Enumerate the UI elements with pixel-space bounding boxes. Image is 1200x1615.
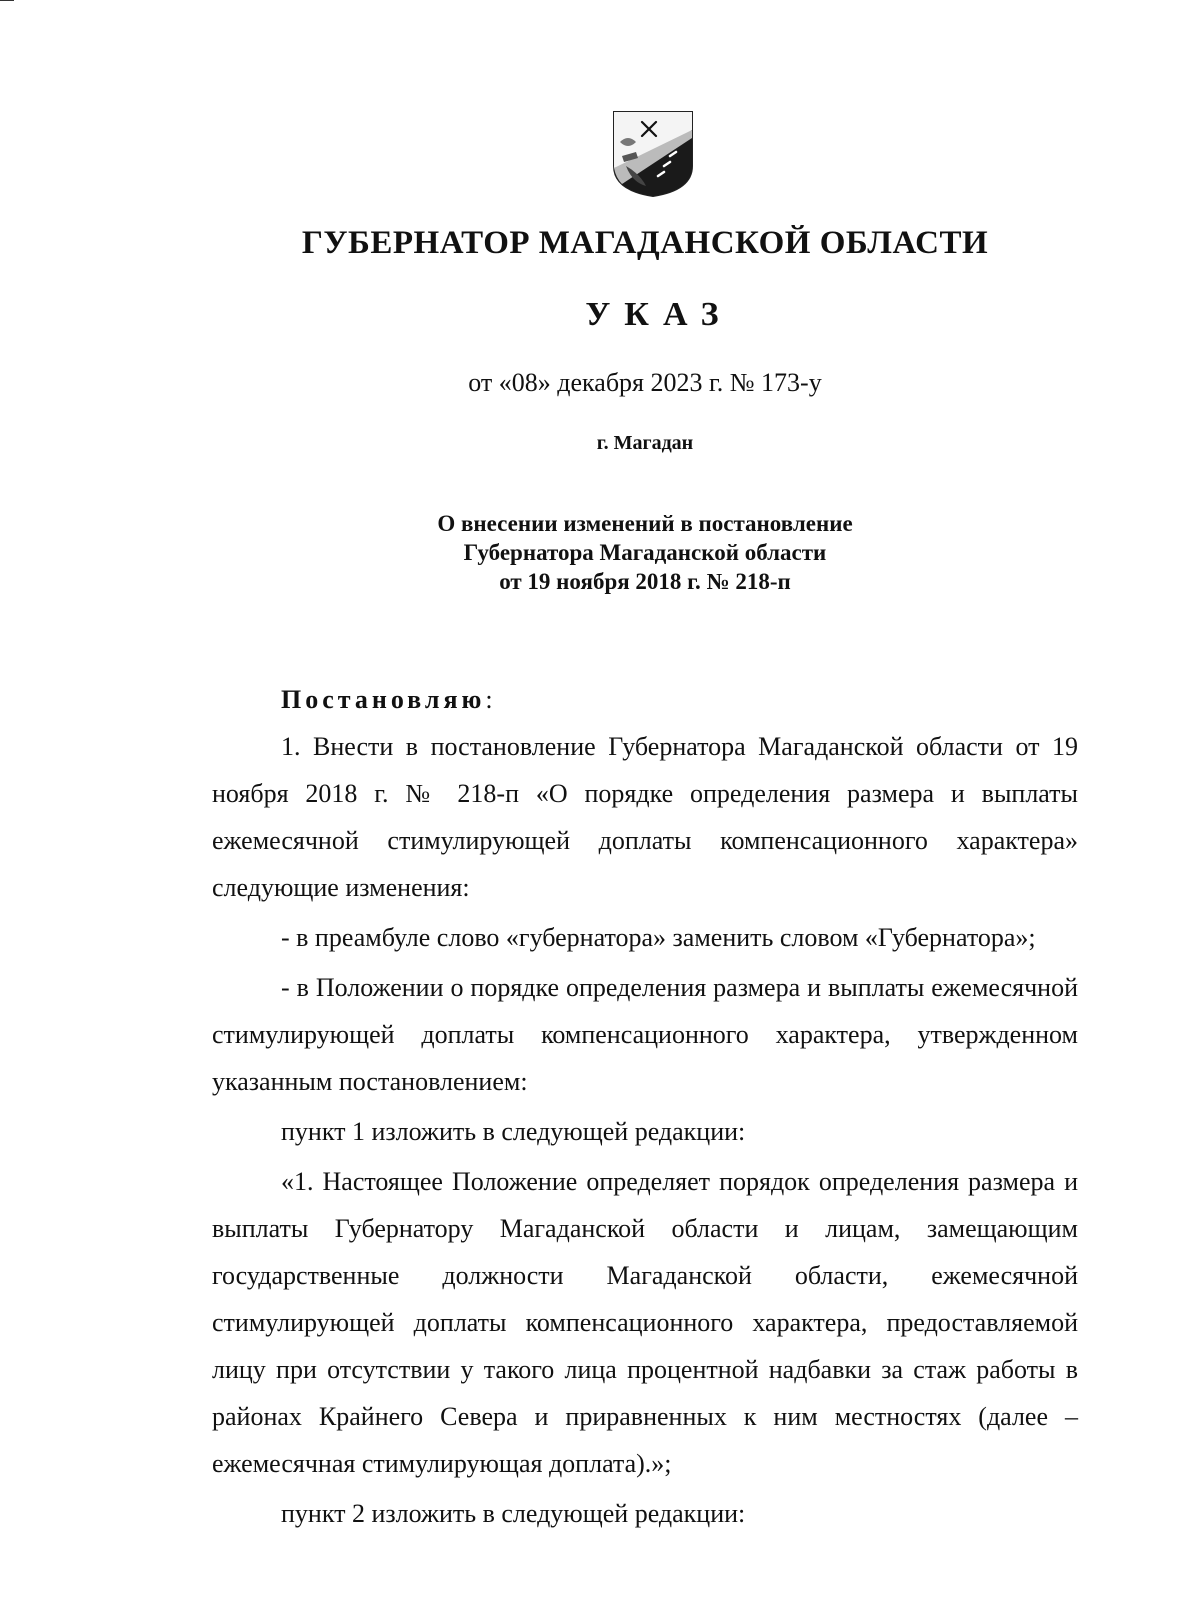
- body-paragraph: пункт 2 изложить в следующей редакции:: [281, 1499, 746, 1528]
- decree-date-number: от «08» декабря 2023 г. № 173-у: [468, 368, 822, 397]
- decree-heading: [212, 676, 1078, 723]
- scan-corner-mark: [0, 0, 14, 1]
- city-of-issue: г. Магадан: [596, 432, 694, 454]
- body-paragraph: - в преамбуле слово «губернатора» заменить словом «Губернатора»;: [281, 923, 1036, 952]
- body-paragraph: «1. Настоящее Положение определяет порядок определения размера и выплаты Губернатору Магаданской области и лицам, замещающим государственные должности Магаданской области, ежемесячной стимулирующей доплаты компенсационного характера, предоставляемой лицу при отсутствии у такого лица процентной надбавки за стаж работы в районах Крайнего Севера и приравненных к ним местностях (далее – ежемесячная стимулирующая доплата).»;: [212, 1167, 1078, 1478]
- title-line: О внесении изменений в постановление: [437, 511, 853, 536]
- decree-word: Постановляю: [281, 685, 486, 714]
- document-title: [0, 509, 1200, 596]
- body-paragraph: пункт 1 изложить в следующей редакции:: [281, 1117, 746, 1146]
- document-type: УКАЗ: [585, 296, 733, 333]
- title-line: Губернатора Магаданской области: [463, 540, 827, 565]
- decree-colon: :: [485, 685, 493, 714]
- body-paragraph: - в Положении о порядке определения размера и выплаты ежемесячной стимулирующей доплаты компенсационного характера, утвержденном указанным постановлением:: [212, 973, 1078, 1096]
- body-paragraph: 1. Внести в постановление Губернатора Магаданской области от 19 ноября 2018 г. № 218-п «О порядке определения размера и выплаты ежемесячной стимулирующей доплаты компенсационного характера» следующие изменения:: [212, 732, 1078, 902]
- title-line: от 19 ноября 2018 г. № 218-п: [499, 569, 791, 594]
- issuing-authority: ГУБЕРНАТОР МАГАДАНСКОЙ ОБЛАСТИ: [301, 225, 989, 261]
- coat-of-arms-icon: [612, 108, 694, 198]
- document-body: [212, 676, 1078, 1540]
